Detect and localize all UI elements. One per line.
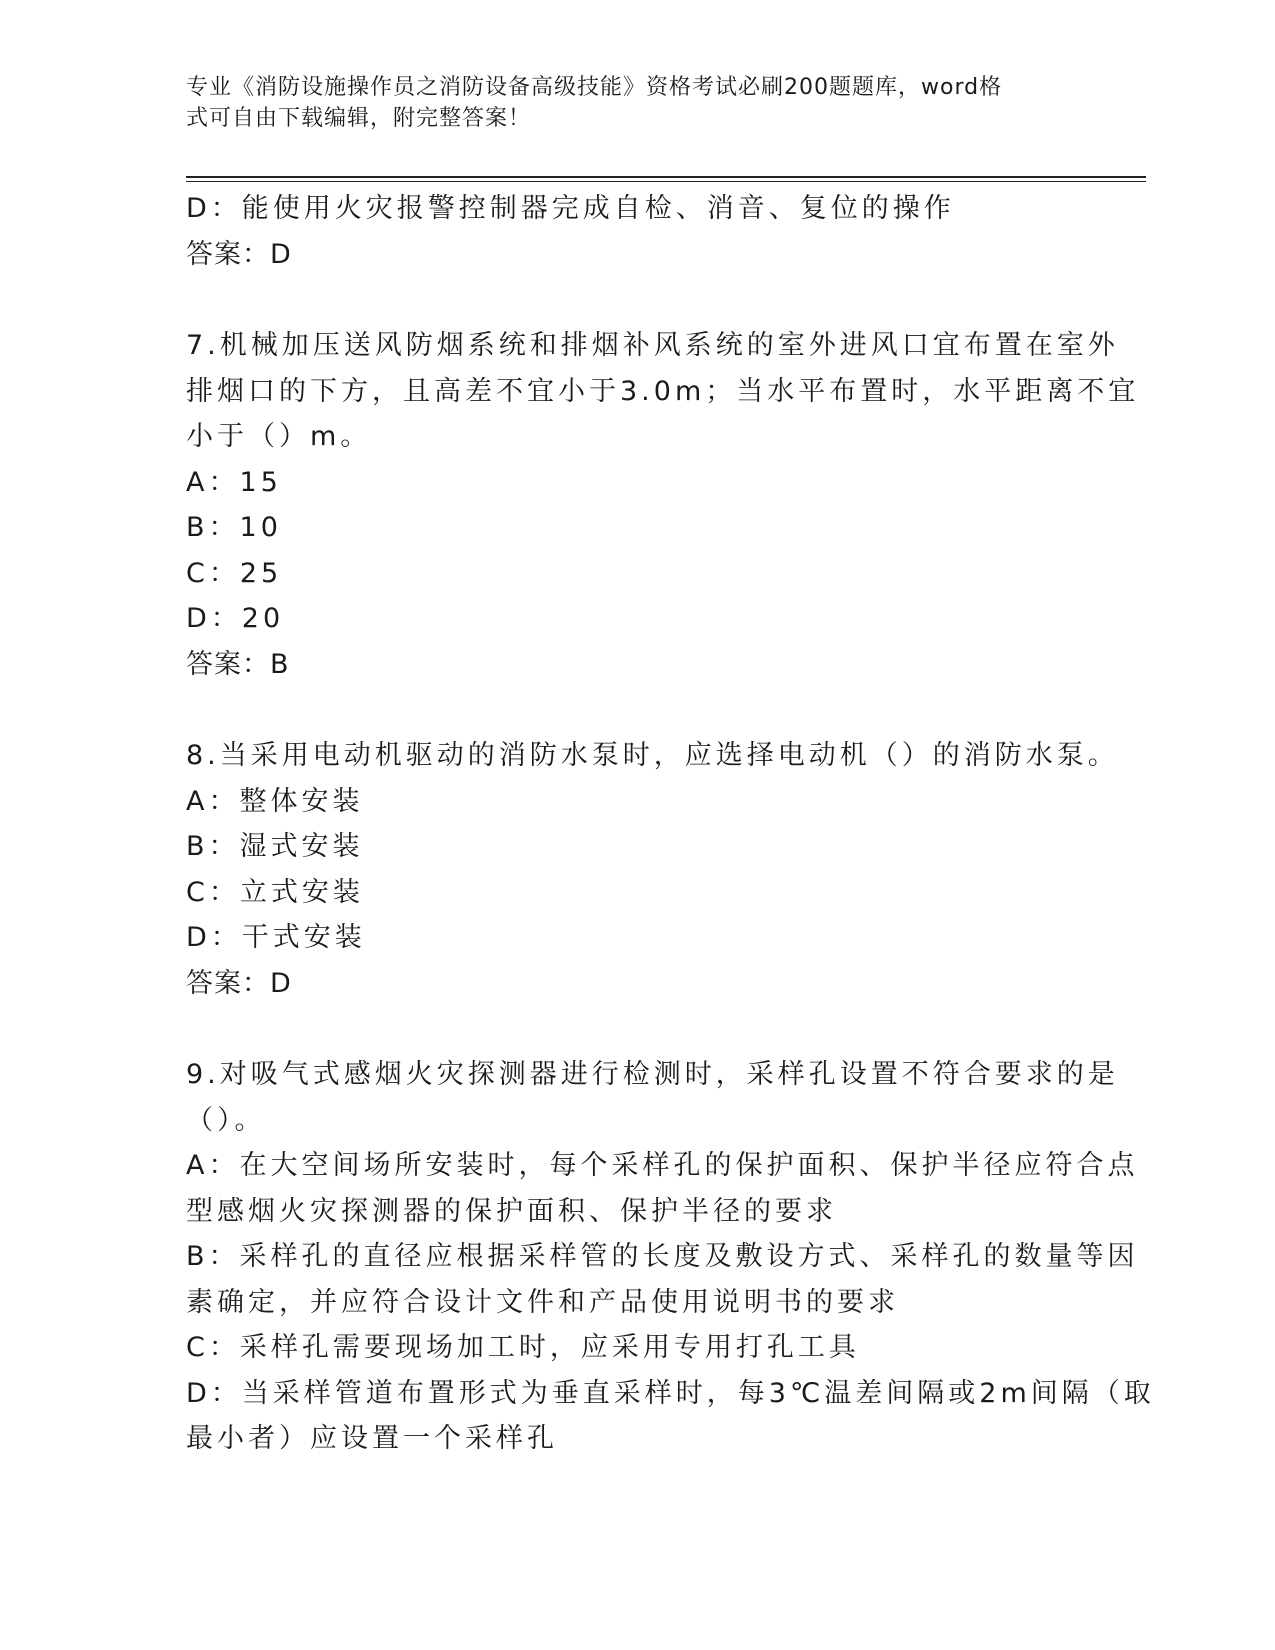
answer-line: 答案：B xyxy=(186,648,290,680)
option-b: B：10 xyxy=(186,512,282,543)
question-content xyxy=(186,186,1155,1462)
question-text-line: 排烟口的下方，且高差不宜小于3.0m；当水平布置时，水平距离不宜 xyxy=(186,375,1140,407)
document-header xyxy=(186,72,1066,134)
answer-line: 答案：D xyxy=(186,967,292,999)
option-c: C：25 xyxy=(186,557,283,589)
option-c: C：采样孔需要现场加工时，应采用专用打孔工具 xyxy=(186,1332,860,1363)
option-c: C：立式安装 xyxy=(186,876,364,908)
option-d: D：干式安装 xyxy=(186,922,366,953)
option-a-continued: 型感烟火灾探测器的保护面积、保护半径的要求 xyxy=(186,1195,837,1227)
question-text-line: （）。 xyxy=(186,1104,266,1136)
option-b: B：采样孔的直径应根据采样管的长度及敷设方式、采样孔的数量等因 xyxy=(186,1241,1139,1272)
header-line-1: 专业《消防设施操作员之消防设备高级技能》资格考试必刷200题题库，word格 xyxy=(186,75,1003,100)
question-text-line: 8.当采用电动机驱动的消防水泵时，应选择电动机（）的消防水泵。 xyxy=(186,740,1119,771)
header-divider-thin xyxy=(186,181,1146,182)
header-line-2: 式可自由下载编辑，附完整答案！ xyxy=(186,106,532,131)
option-a: A：在大空间场所安装时，每个采样孔的保护面积、保护半径应符合点 xyxy=(186,1150,1139,1181)
option-a: A：15 xyxy=(186,466,282,498)
question-text-line: 9.对吸气式感烟火灾探测器进行检测时，采样孔设置不符合要求的是 xyxy=(186,1059,1119,1090)
answer-line: 答案：D xyxy=(186,238,292,270)
question-text-line: 小于（）m。 xyxy=(186,421,372,452)
header-divider-thick xyxy=(186,176,1146,178)
question-7 xyxy=(186,323,1140,687)
question-9 xyxy=(186,1052,1155,1462)
option-d-continued: 最小者）应设置一个采样孔 xyxy=(186,1423,558,1454)
option-d: D：能使用火灾报警控制器完成自检、消音、复位的操作 xyxy=(186,193,955,224)
question-text-line: 7.机械加压送风防烟系统和排烟补风系统的室外进风口宜布置在室外 xyxy=(186,330,1119,361)
option-b: B：湿式安装 xyxy=(186,831,364,862)
previous-question-tail xyxy=(186,186,1066,277)
option-b-continued: 素确定，并应符合设计文件和产品使用说明书的要求 xyxy=(186,1286,899,1318)
option-d: D：当采样管道布置形式为垂直采样时，每3℃温差间隔或2m间隔（取 xyxy=(186,1377,1155,1409)
question-8 xyxy=(186,733,1119,1006)
option-d: D：20 xyxy=(186,603,285,634)
option-a: A：整体安装 xyxy=(186,785,364,817)
